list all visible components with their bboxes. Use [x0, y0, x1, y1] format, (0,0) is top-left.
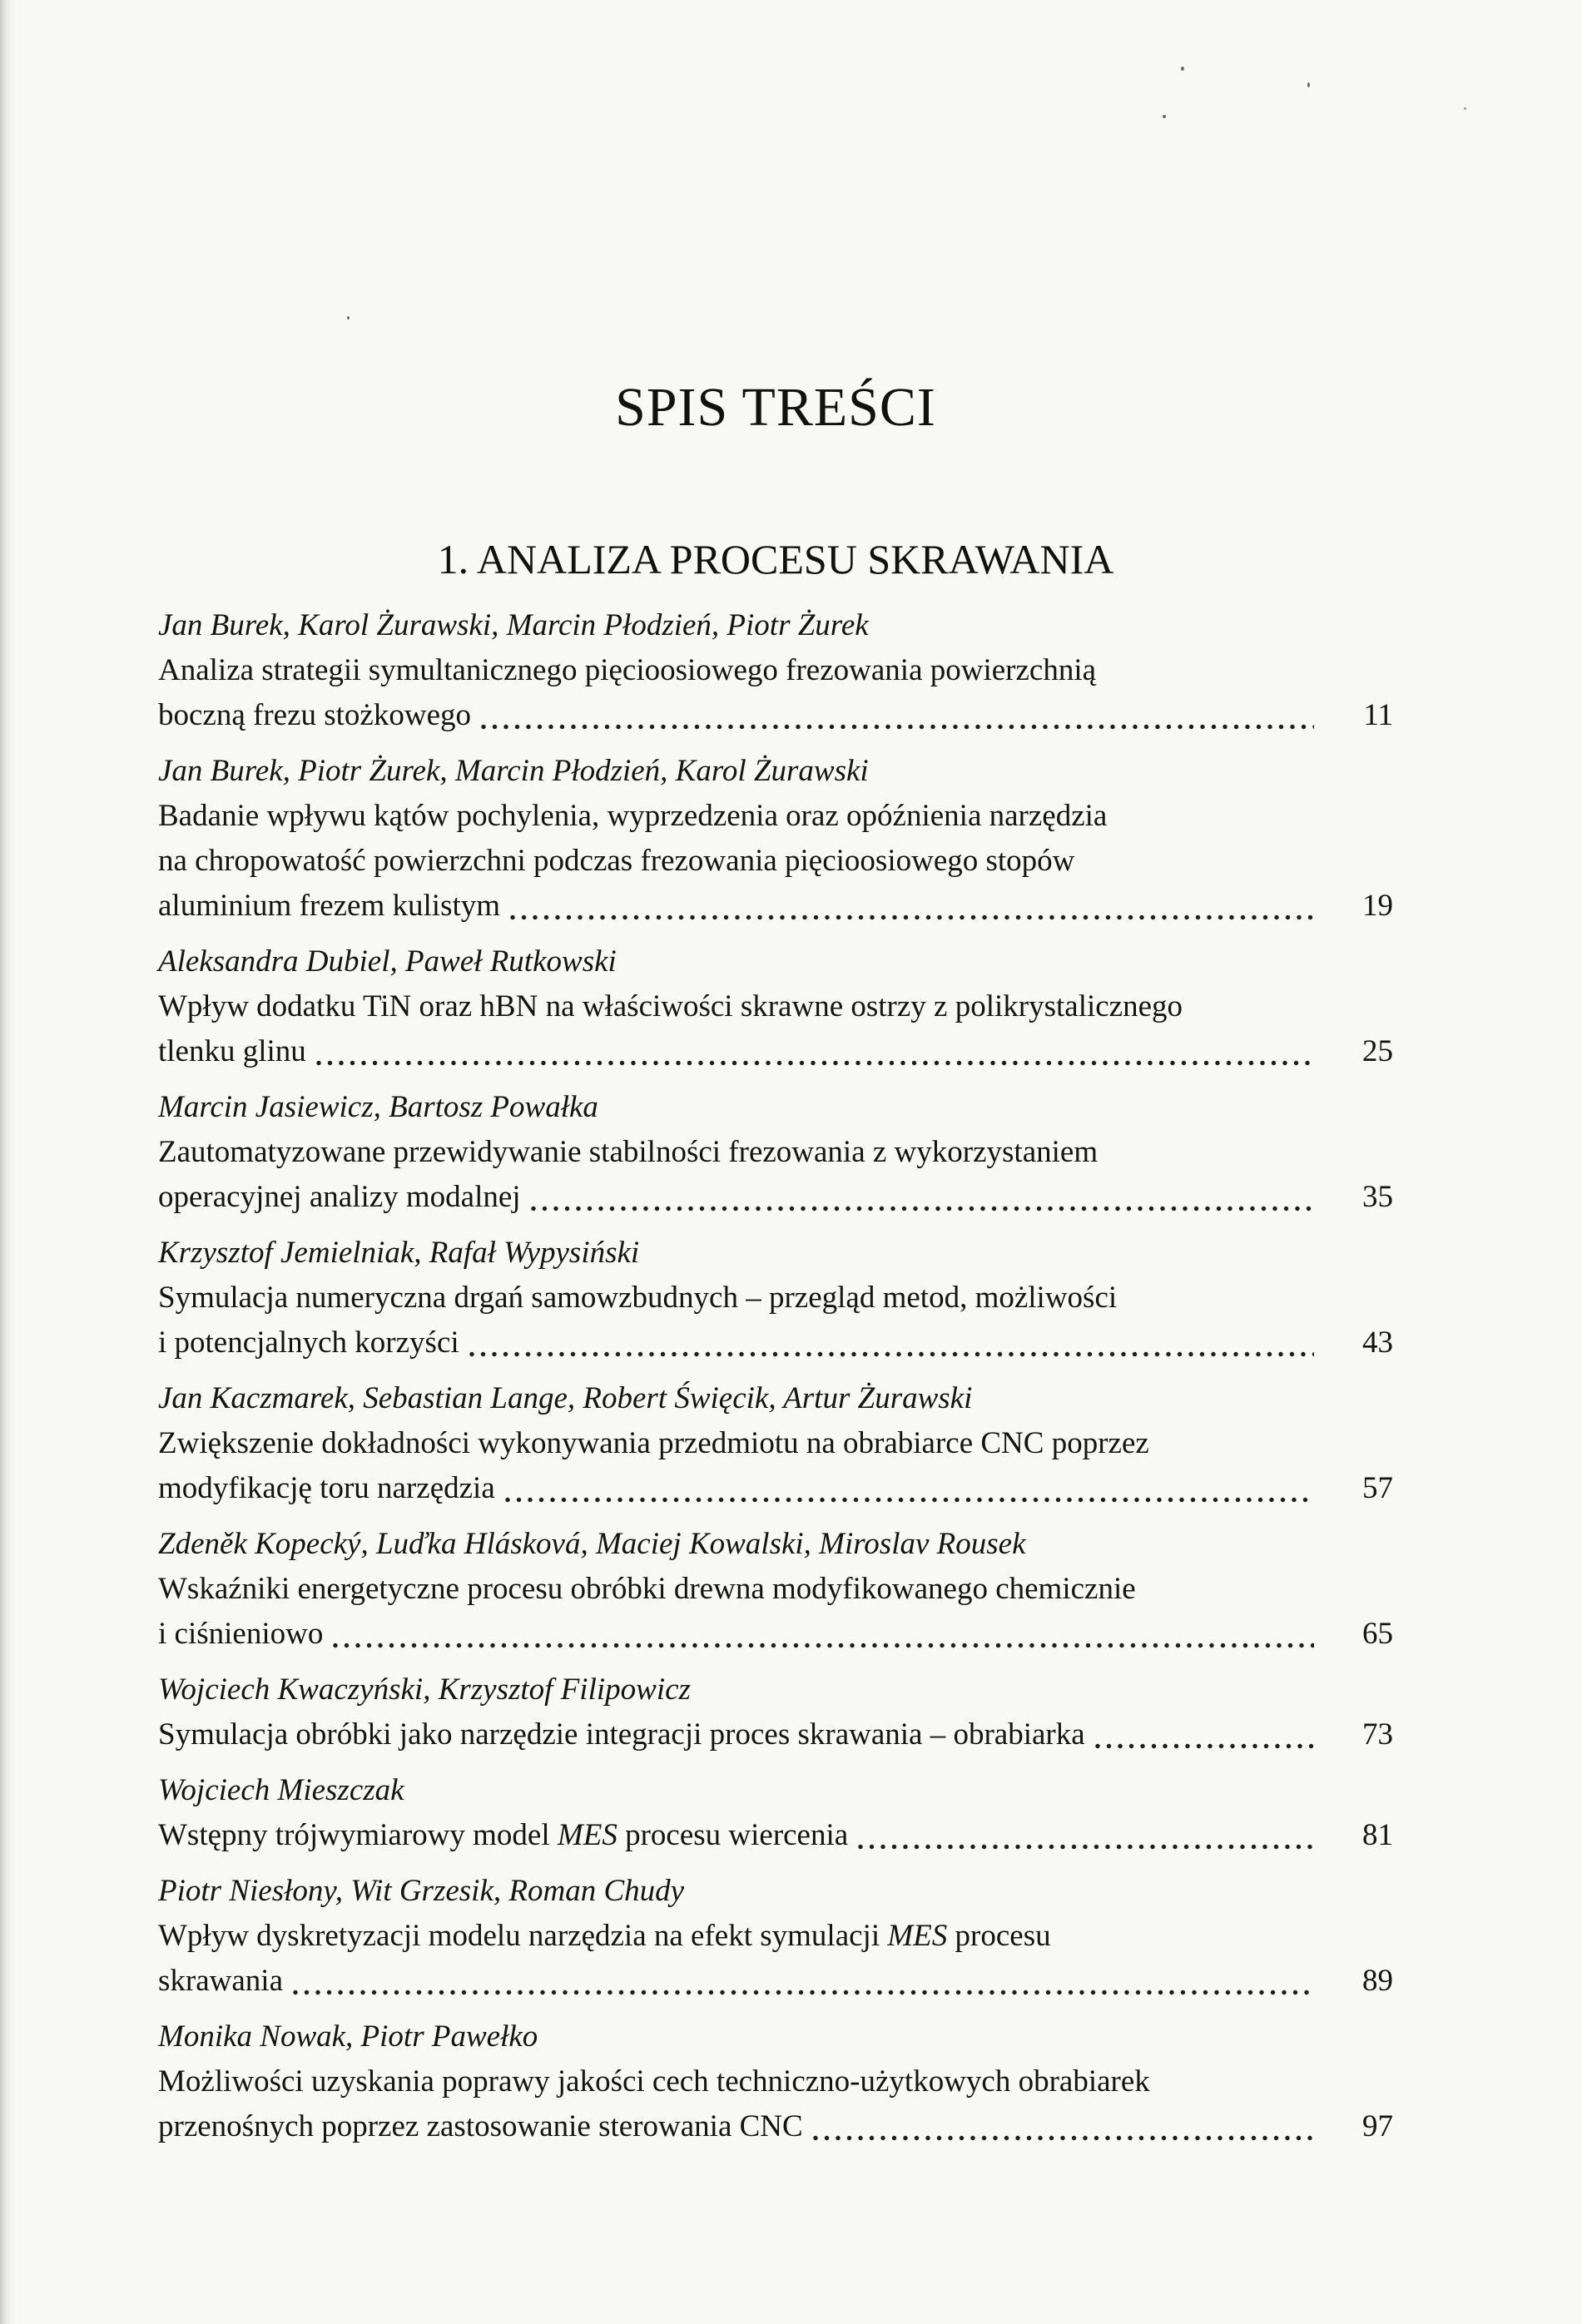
entry-page-number: 97: [1362, 2109, 1393, 2143]
entry-title-text: operacyjnej analizy modalnej: [158, 1180, 521, 1214]
scan-edge-artifact: [0, 0, 15, 2324]
entry-title-text: Symulacja obróbki jako narzędzie integracji proces skrawania – obrabiarka: [158, 1717, 1085, 1752]
dotted-leader: [510, 914, 1314, 921]
scan-speckle: [1181, 67, 1184, 71]
entry-title-line: [158, 884, 1393, 929]
entry-title-line: Analiza strategii symultanicznego pięcioosiowego frezowania powierzchnią: [158, 653, 1097, 687]
entry-page-number: 73: [1362, 1717, 1393, 1752]
entry-title-text: aluminium frezem kulistym: [158, 889, 501, 923]
entry-authors: Monika Nowak, Piotr Pawełko: [158, 2019, 538, 2054]
toc-entry: [158, 1085, 1393, 1220]
entry-title-text: i potencjalnych korzyści: [158, 1326, 459, 1360]
toc-entry: [158, 1376, 1393, 1511]
toc-entries: [158, 603, 1393, 2149]
toc-entry: [158, 2014, 1393, 2149]
entry-authors: Wojciech Mieszczak: [158, 1773, 404, 1807]
dotted-leader: [333, 1642, 1314, 1649]
entry-title-line: Badanie wpływu kątów pochylenia, wyprzedzenia oraz opóźnienia narzędzia: [158, 799, 1108, 833]
entry-title-line: [158, 1321, 1393, 1365]
entry-authors: Aleksandra Dubiel, Paweł Rutkowski: [158, 944, 617, 979]
entry-title-line: [158, 2104, 1393, 2149]
entry-page-number: 81: [1362, 1818, 1393, 1852]
entry-title-text: i ciśnieniowo: [158, 1617, 324, 1651]
entry-authors: Jan Burek, Karol Żurawski, Marcin Płodzień, Piotr Żurek: [158, 608, 869, 642]
entry-title-line: [158, 1959, 1393, 2004]
entry-page-number: 43: [1362, 1326, 1393, 1360]
toc-entry: [158, 1869, 1393, 2004]
entry-title-line: Wpływ dyskretyzacji modelu narzędzia na efekt symulacji MES procesu: [158, 1919, 1051, 1953]
scan-speckle: [1464, 107, 1466, 110]
entry-title-line: na chropowatość powierzchni podczas frezowania pięcioosiowego stopów: [158, 844, 1075, 878]
toc-entry: [158, 749, 1393, 929]
entry-title-line: Możliwości uzyskania poprawy jakości cech techniczno-użytkowych obrabiarek: [158, 2064, 1150, 2099]
entry-title-text: tlenku glinu: [158, 1034, 306, 1068]
entry-title-text: modyfikację toru narzędzia: [158, 1471, 495, 1505]
toc-entry: [158, 939, 1393, 1074]
entry-page-number: 89: [1362, 1964, 1393, 1998]
toc-entry: [158, 1667, 1393, 1757]
toc-entry: [158, 1768, 1393, 1858]
dotted-leader: [1095, 1742, 1314, 1750]
toc-entry: [158, 603, 1393, 738]
entry-authors: Zdeněk Kopecký, Luďka Hlásková, Maciej Kowalski, Miroslav Rousek: [158, 1527, 1026, 1561]
entry-page-number: 35: [1362, 1180, 1393, 1214]
entry-title-text: boczną frezu stożkowego: [158, 698, 471, 732]
entry-title-text: przenośnych poprzez zastosowanie sterowania CNC: [158, 2109, 803, 2143]
entry-title-line: [158, 1612, 1393, 1657]
section-heading: 1. ANALIZA PROCESU SKRAWANIA: [437, 536, 1114, 582]
entry-page-number: 25: [1362, 1034, 1393, 1068]
entry-title-text: Wstępny trójwymiarowy model MES procesu wiercenia: [158, 1818, 849, 1852]
scan-speckle: [1163, 115, 1166, 118]
dotted-leader: [531, 1205, 1314, 1212]
scan-speckle: [1307, 82, 1310, 87]
entry-authors: Krzysztof Jemielniak, Rafał Wypysiński: [158, 1236, 640, 1270]
entry-title-line: [158, 1175, 1393, 1220]
scan-speckle: [347, 316, 350, 320]
entry-authors: Wojciech Kwaczyński, Krzysztof Filipowicz: [158, 1672, 691, 1707]
entry-title-line: [158, 693, 1393, 738]
entry-title-line: Zautomatyzowane przewidywanie stabilności frezowania z wykorzystaniem: [158, 1135, 1098, 1169]
entry-title-text: skrawania: [158, 1964, 283, 1998]
toc-entry: [158, 1231, 1393, 1365]
dotted-leader: [293, 1989, 1314, 1996]
dotted-leader: [858, 1843, 1314, 1851]
entry-title-line: [158, 1466, 1393, 1511]
dotted-leader: [481, 723, 1314, 731]
entry-page-number: 11: [1363, 698, 1393, 732]
entry-authors: Piotr Niesłony, Wit Grzesik, Roman Chudy: [158, 1874, 685, 1908]
toc-content: [158, 379, 1393, 2149]
entry-title-line: [158, 1813, 1393, 1858]
entry-authors: Jan Kaczmarek, Sebastian Lange, Robert Święcik, Artur Żurawski: [158, 1381, 973, 1415]
entry-title-line: [158, 1029, 1393, 1074]
entry-page-number: 57: [1362, 1471, 1393, 1505]
entry-title-line: [158, 1712, 1393, 1757]
page-title: SPIS TREŚCI: [615, 377, 936, 438]
entry-authors: Jan Burek, Piotr Żurek, Marcin Płodzień, Karol Żurawski: [158, 754, 869, 788]
dotted-leader: [316, 1059, 1314, 1067]
entry-authors: Marcin Jasiewicz, Bartosz Powałka: [158, 1090, 598, 1124]
entry-page-number: 65: [1362, 1617, 1393, 1651]
entry-title-line: Wskaźniki energetyczne procesu obróbki drewna modyfikowanego chemicznie: [158, 1572, 1136, 1606]
entry-title-line: Wpływ dodatku TiN oraz hBN na właściwości skrawne ostrzy z polikrystalicznego: [158, 989, 1183, 1023]
dotted-leader: [813, 2134, 1314, 2142]
entry-title-line: Symulacja numeryczna drgań samowzbudnych – przegląd metod, możliwości: [158, 1281, 1118, 1315]
toc-entry: [158, 1522, 1393, 1657]
entry-title-line: Zwiększenie dokładności wykonywania przedmiotu na obrabiarce CNC poprzez: [158, 1426, 1149, 1460]
entry-page-number: 19: [1362, 889, 1393, 923]
dotted-leader: [469, 1350, 1314, 1358]
dotted-leader: [505, 1496, 1314, 1504]
